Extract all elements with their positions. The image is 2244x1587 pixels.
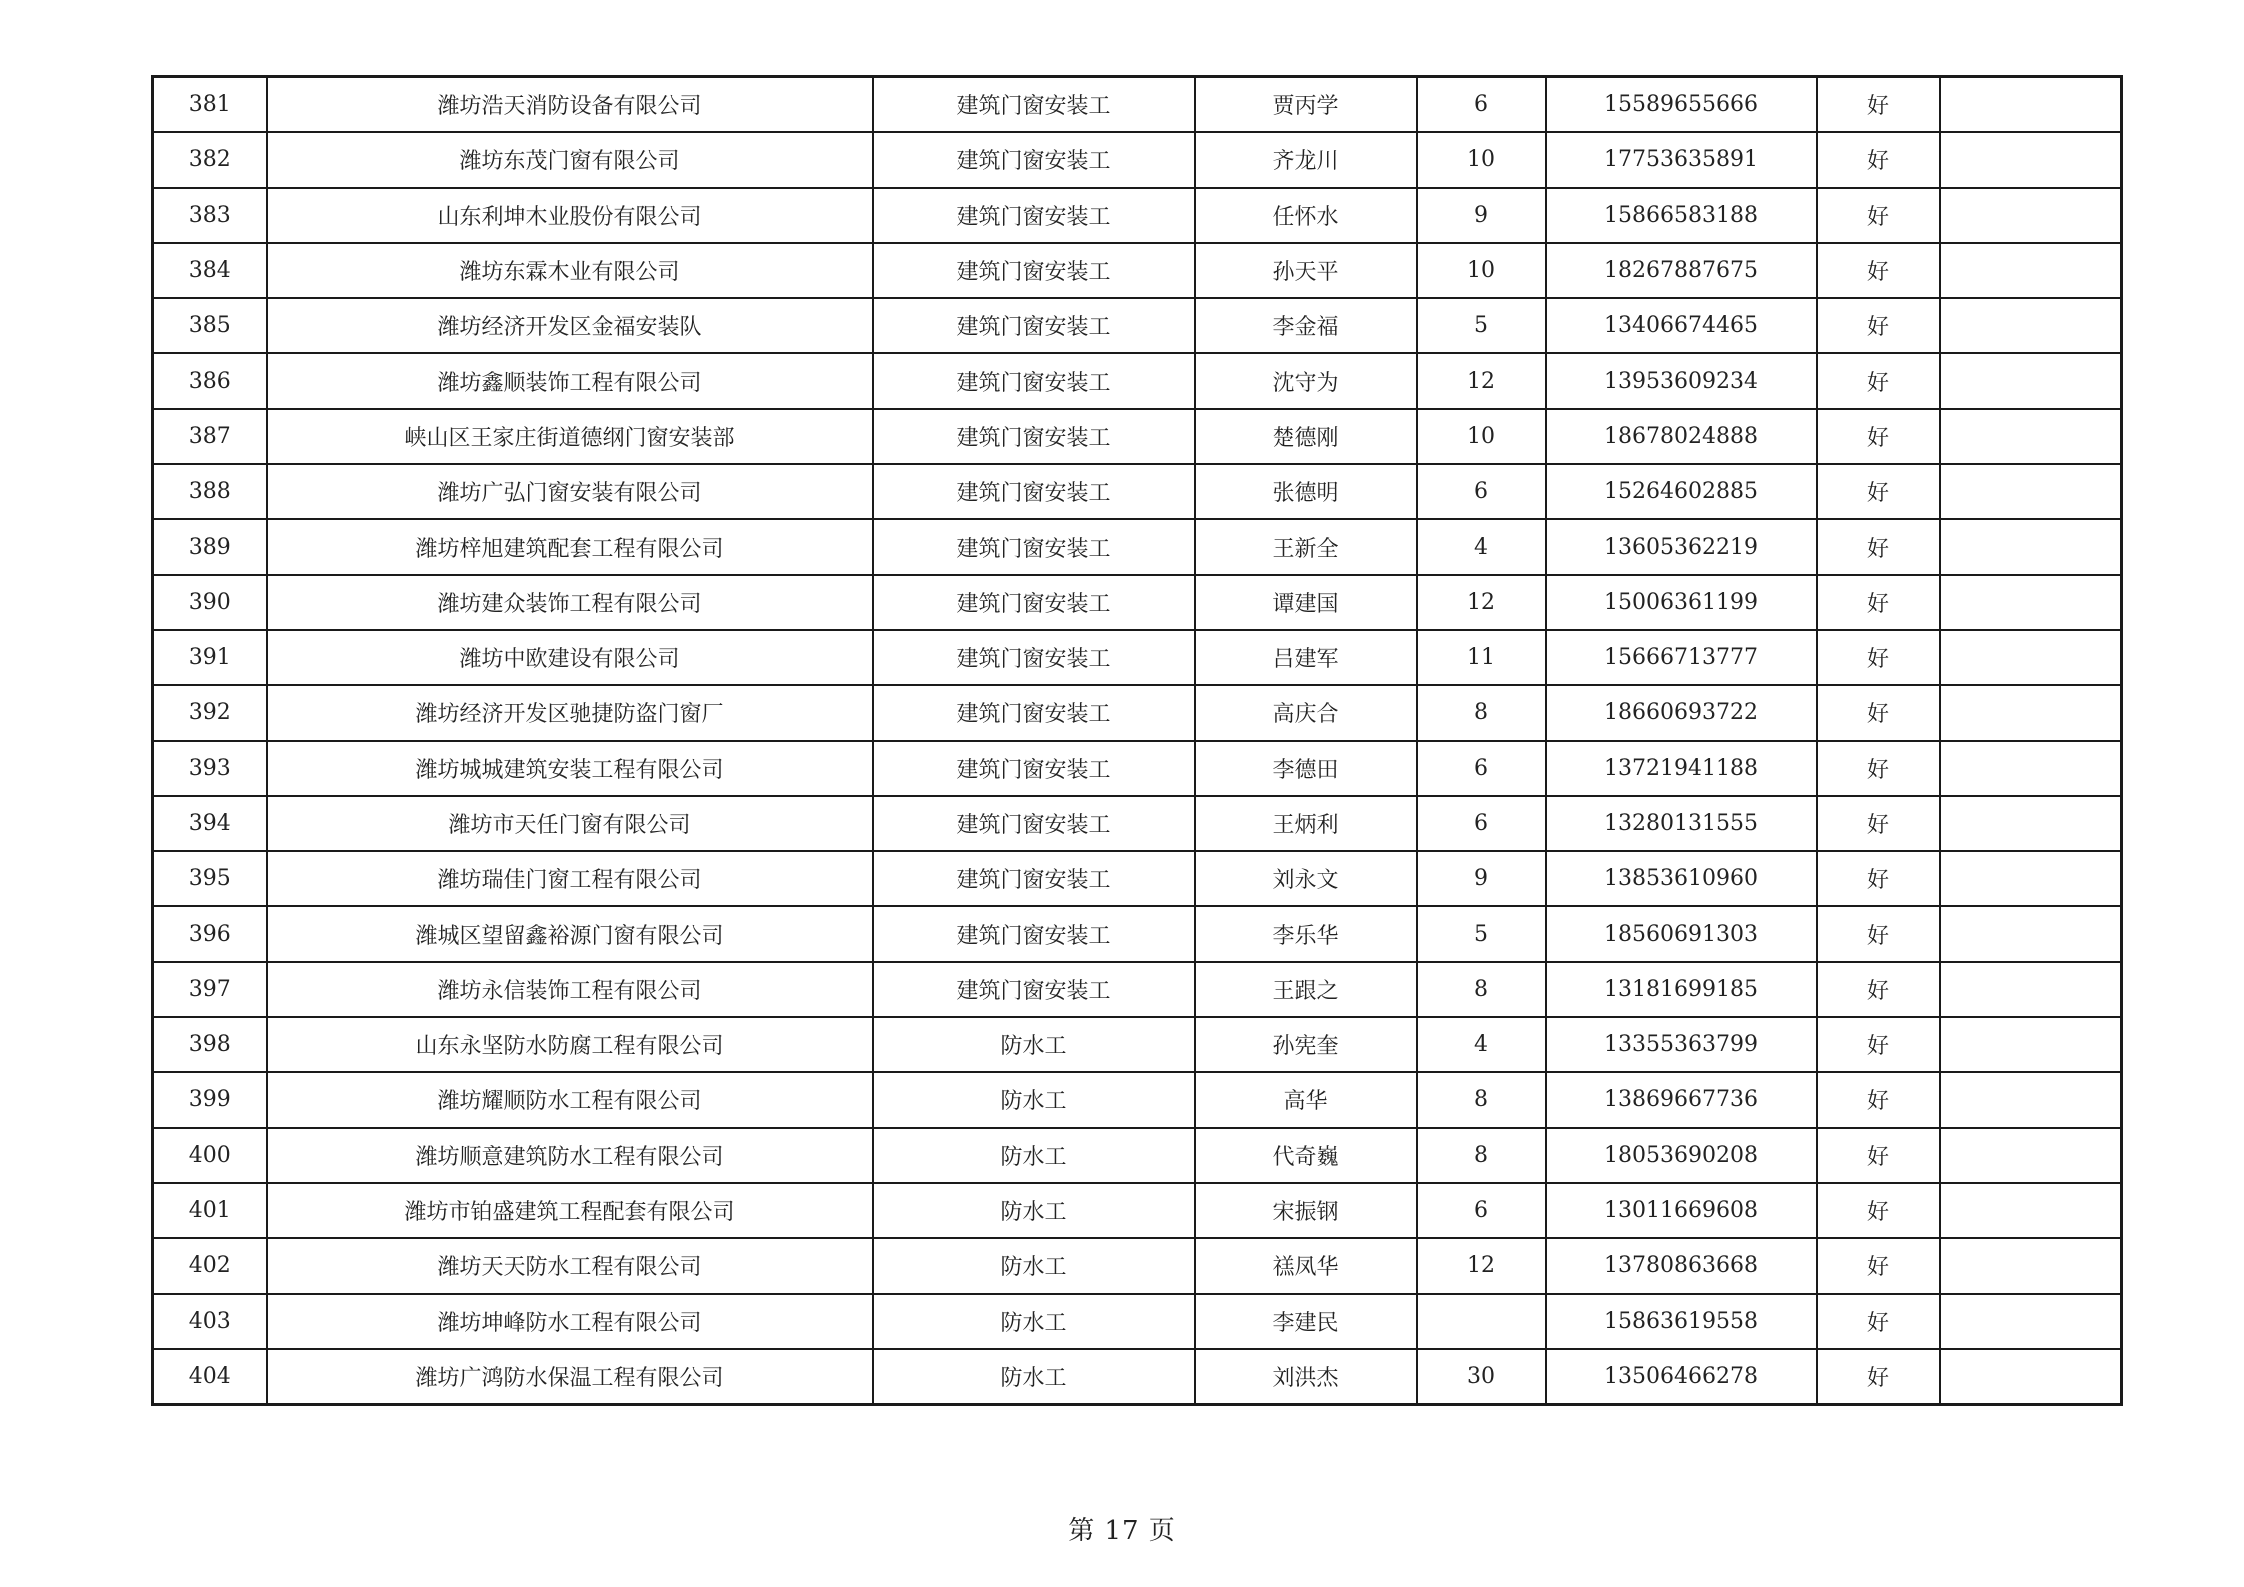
contact-person-cell: 张德明 [1195, 464, 1417, 519]
rating-cell: 好 [1817, 1294, 1940, 1349]
phone-number-cell: 13506466278 [1546, 1349, 1817, 1405]
rating-cell: 好 [1817, 1128, 1940, 1183]
note-cell [1940, 851, 2122, 906]
table-row [153, 188, 2122, 243]
worker-count-cell: 6 [1417, 464, 1546, 519]
row-number-cell: 403 [153, 1294, 267, 1349]
rating-cell: 好 [1817, 685, 1940, 740]
row-number-cell: 401 [153, 1183, 267, 1238]
company-name-cell: 潍坊经济开发区驰捷防盗门窗厂 [267, 685, 873, 740]
row-number-cell: 400 [153, 1128, 267, 1183]
note-cell [1940, 243, 2122, 298]
worker-count-cell: 6 [1417, 796, 1546, 851]
row-number-cell: 397 [153, 962, 267, 1017]
contact-person-cell: 李金福 [1195, 298, 1417, 353]
table-row [153, 1128, 2122, 1183]
worker-count-cell: 10 [1417, 132, 1546, 187]
row-number-cell: 392 [153, 685, 267, 740]
company-name-cell: 潍城区望留鑫裕源门窗有限公司 [267, 906, 873, 961]
company-name-cell: 潍坊东霖木业有限公司 [267, 243, 873, 298]
contact-person-cell: 刘洪杰 [1195, 1349, 1417, 1405]
row-number-cell: 404 [153, 1349, 267, 1405]
note-cell [1940, 630, 2122, 685]
contact-person-cell: 楚德刚 [1195, 409, 1417, 464]
trade-type-cell: 建筑门窗安装工 [873, 741, 1195, 796]
rating-cell: 好 [1817, 353, 1940, 408]
table-row [153, 1294, 2122, 1349]
note-cell [1940, 298, 2122, 353]
company-name-cell: 潍坊广鸿防水保温工程有限公司 [267, 1349, 873, 1405]
worker-count-cell: 5 [1417, 906, 1546, 961]
contact-person-cell: 刘永文 [1195, 851, 1417, 906]
contact-person-cell: 高庆合 [1195, 685, 1417, 740]
trade-type-cell: 防水工 [873, 1072, 1195, 1127]
row-number-cell: 382 [153, 132, 267, 187]
rating-cell: 好 [1817, 1072, 1940, 1127]
phone-number-cell: 13869667736 [1546, 1072, 1817, 1127]
contact-person-cell: 李建民 [1195, 1294, 1417, 1349]
note-cell [1940, 906, 2122, 961]
note-cell [1940, 741, 2122, 796]
phone-number-cell: 13406674465 [1546, 298, 1817, 353]
table-row [153, 1183, 2122, 1238]
row-number-cell: 386 [153, 353, 267, 408]
table-row [153, 519, 2122, 574]
trade-type-cell: 建筑门窗安装工 [873, 132, 1195, 187]
worker-count-cell: 4 [1417, 1017, 1546, 1072]
company-name-cell: 山东利坤木业股份有限公司 [267, 188, 873, 243]
rating-cell: 好 [1817, 519, 1940, 574]
table-row [153, 1017, 2122, 1072]
row-number-cell: 383 [153, 188, 267, 243]
company-name-cell: 潍坊耀顺防水工程有限公司 [267, 1072, 873, 1127]
trade-type-cell: 建筑门窗安装工 [873, 353, 1195, 408]
worker-count-cell: 10 [1417, 243, 1546, 298]
rating-cell: 好 [1817, 1238, 1940, 1293]
rating-cell: 好 [1817, 630, 1940, 685]
worker-count-cell: 30 [1417, 1349, 1546, 1405]
worker-count-cell: 8 [1417, 962, 1546, 1017]
table-row [153, 464, 2122, 519]
company-name-cell: 潍坊瑞佳门窗工程有限公司 [267, 851, 873, 906]
rating-cell: 好 [1817, 575, 1940, 630]
company-name-cell: 潍坊浩天消防设备有限公司 [267, 77, 873, 133]
contact-person-cell: 谭建国 [1195, 575, 1417, 630]
trade-type-cell: 建筑门窗安装工 [873, 409, 1195, 464]
rating-cell: 好 [1817, 243, 1940, 298]
row-number-cell: 388 [153, 464, 267, 519]
worker-count-cell: 9 [1417, 188, 1546, 243]
note-cell [1940, 464, 2122, 519]
row-number-cell: 381 [153, 77, 267, 133]
company-name-cell: 潍坊市铂盛建筑工程配套有限公司 [267, 1183, 873, 1238]
rating-cell: 好 [1817, 1349, 1940, 1405]
rating-cell: 好 [1817, 409, 1940, 464]
note-cell [1940, 685, 2122, 740]
table-row [153, 906, 2122, 961]
phone-number-cell: 15264602885 [1546, 464, 1817, 519]
phone-number-cell: 18267887675 [1546, 243, 1817, 298]
trade-type-cell: 建筑门窗安装工 [873, 575, 1195, 630]
trade-type-cell: 建筑门窗安装工 [873, 851, 1195, 906]
trade-type-cell: 建筑门窗安装工 [873, 77, 1195, 133]
contact-person-cell: 代奇巍 [1195, 1128, 1417, 1183]
company-name-cell: 潍坊城城建筑安装工程有限公司 [267, 741, 873, 796]
row-number-cell: 395 [153, 851, 267, 906]
table-row [153, 575, 2122, 630]
table-row [153, 741, 2122, 796]
contact-person-cell: 王跟之 [1195, 962, 1417, 1017]
trade-type-cell: 防水工 [873, 1238, 1195, 1293]
row-number-cell: 393 [153, 741, 267, 796]
phone-number-cell: 18660693722 [1546, 685, 1817, 740]
note-cell [1940, 1017, 2122, 1072]
phone-number-cell: 15863619558 [1546, 1294, 1817, 1349]
worker-count-cell: 12 [1417, 353, 1546, 408]
contact-person-cell: 王炳利 [1195, 796, 1417, 851]
note-cell [1940, 796, 2122, 851]
phone-number-cell: 17753635891 [1546, 132, 1817, 187]
company-name-cell: 潍坊建众装饰工程有限公司 [267, 575, 873, 630]
row-number-cell: 390 [153, 575, 267, 630]
worker-count-cell: 8 [1417, 1128, 1546, 1183]
worker-count-cell: 12 [1417, 575, 1546, 630]
table-row [153, 409, 2122, 464]
phone-number-cell: 18678024888 [1546, 409, 1817, 464]
rating-cell: 好 [1817, 851, 1940, 906]
worker-count-cell: 9 [1417, 851, 1546, 906]
note-cell [1940, 132, 2122, 187]
trade-type-cell: 防水工 [873, 1128, 1195, 1183]
phone-number-cell: 13181699185 [1546, 962, 1817, 1017]
worker-count-cell: 12 [1417, 1238, 1546, 1293]
table-row [153, 1072, 2122, 1127]
worker-count-cell: 6 [1417, 741, 1546, 796]
contact-person-cell: 李乐华 [1195, 906, 1417, 961]
contact-person-cell: 高华 [1195, 1072, 1417, 1127]
worker-count-cell: 6 [1417, 77, 1546, 133]
trade-type-cell: 防水工 [873, 1183, 1195, 1238]
note-cell [1940, 575, 2122, 630]
row-number-cell: 389 [153, 519, 267, 574]
contact-person-cell: 任怀水 [1195, 188, 1417, 243]
note-cell [1940, 1072, 2122, 1127]
rating-cell: 好 [1817, 1183, 1940, 1238]
phone-number-cell: 13605362219 [1546, 519, 1817, 574]
rating-cell: 好 [1817, 464, 1940, 519]
table-row [153, 685, 2122, 740]
row-number-cell: 394 [153, 796, 267, 851]
trade-type-cell: 建筑门窗安装工 [873, 685, 1195, 740]
rating-cell: 好 [1817, 1017, 1940, 1072]
note-cell [1940, 1349, 2122, 1405]
trade-type-cell: 建筑门窗安装工 [873, 796, 1195, 851]
worker-count-cell: 5 [1417, 298, 1546, 353]
note-cell [1940, 962, 2122, 1017]
note-cell [1940, 1294, 2122, 1349]
row-number-cell: 385 [153, 298, 267, 353]
trade-type-cell: 建筑门窗安装工 [873, 906, 1195, 961]
contact-person-cell: 宋振钢 [1195, 1183, 1417, 1238]
table-row [153, 962, 2122, 1017]
note-cell [1940, 409, 2122, 464]
company-name-cell: 峡山区王家庄街道德纲门窗安装部 [267, 409, 873, 464]
contact-person-cell: 齐龙川 [1195, 132, 1417, 187]
row-number-cell: 396 [153, 906, 267, 961]
company-name-cell: 潍坊经济开发区金福安装队 [267, 298, 873, 353]
phone-number-cell: 15666713777 [1546, 630, 1817, 685]
trade-type-cell: 建筑门窗安装工 [873, 464, 1195, 519]
table-row [153, 77, 2122, 133]
contact-person-cell: 孙天平 [1195, 243, 1417, 298]
trade-type-cell: 防水工 [873, 1294, 1195, 1349]
page-number: 第 17 页 [1068, 1516, 1176, 1546]
worker-count-cell: 8 [1417, 685, 1546, 740]
worker-count-cell: 11 [1417, 630, 1546, 685]
table-row [153, 630, 2122, 685]
row-number-cell: 391 [153, 630, 267, 685]
company-name-cell: 潍坊广弘门窗安装有限公司 [267, 464, 873, 519]
rating-cell: 好 [1817, 796, 1940, 851]
contact-person-cell: 王新全 [1195, 519, 1417, 574]
phone-number-cell: 13853610960 [1546, 851, 1817, 906]
note-cell [1940, 1183, 2122, 1238]
records-table [151, 75, 2123, 1406]
note-cell [1940, 353, 2122, 408]
table-row [153, 851, 2122, 906]
phone-number-cell: 13780863668 [1546, 1238, 1817, 1293]
row-number-cell: 402 [153, 1238, 267, 1293]
rating-cell: 好 [1817, 962, 1940, 1017]
note-cell [1940, 1128, 2122, 1183]
note-cell [1940, 1238, 2122, 1293]
rating-cell: 好 [1817, 906, 1940, 961]
table-row [153, 1349, 2122, 1405]
phone-number-cell: 15589655666 [1546, 77, 1817, 133]
phone-number-cell: 13011669608 [1546, 1183, 1817, 1238]
phone-number-cell: 18560691303 [1546, 906, 1817, 961]
company-name-cell: 潍坊顺意建筑防水工程有限公司 [267, 1128, 873, 1183]
records-table-body [153, 77, 2122, 1405]
phone-number-cell: 18053690208 [1546, 1128, 1817, 1183]
worker-count-cell [1417, 1294, 1546, 1349]
contact-person-cell: 吕建军 [1195, 630, 1417, 685]
contact-person-cell: 孙宪奎 [1195, 1017, 1417, 1072]
worker-count-cell: 4 [1417, 519, 1546, 574]
company-name-cell: 潍坊天天防水工程有限公司 [267, 1238, 873, 1293]
row-number-cell: 398 [153, 1017, 267, 1072]
company-name-cell: 潍坊梓旭建筑配套工程有限公司 [267, 519, 873, 574]
rating-cell: 好 [1817, 188, 1940, 243]
worker-count-cell: 8 [1417, 1072, 1546, 1127]
company-name-cell: 潍坊东茂门窗有限公司 [267, 132, 873, 187]
phone-number-cell: 13355363799 [1546, 1017, 1817, 1072]
trade-type-cell: 建筑门窗安装工 [873, 630, 1195, 685]
worker-count-cell: 10 [1417, 409, 1546, 464]
phone-number-cell: 13953609234 [1546, 353, 1817, 408]
row-number-cell: 399 [153, 1072, 267, 1127]
trade-type-cell: 建筑门窗安装工 [873, 188, 1195, 243]
phone-number-cell: 13721941188 [1546, 741, 1817, 796]
table-row [153, 1238, 2122, 1293]
company-name-cell: 潍坊鑫顺装饰工程有限公司 [267, 353, 873, 408]
table-row [153, 796, 2122, 851]
contact-person-cell: 沈守为 [1195, 353, 1417, 408]
phone-number-cell: 13280131555 [1546, 796, 1817, 851]
trade-type-cell: 建筑门窗安装工 [873, 962, 1195, 1017]
table-row [153, 243, 2122, 298]
contact-person-cell: 禚凤华 [1195, 1238, 1417, 1293]
trade-type-cell: 建筑门窗安装工 [873, 519, 1195, 574]
rating-cell: 好 [1817, 132, 1940, 187]
row-number-cell: 384 [153, 243, 267, 298]
note-cell [1940, 519, 2122, 574]
note-cell [1940, 188, 2122, 243]
rating-cell: 好 [1817, 741, 1940, 796]
trade-type-cell: 建筑门窗安装工 [873, 243, 1195, 298]
table-row [153, 132, 2122, 187]
trade-type-cell: 防水工 [873, 1349, 1195, 1405]
worker-count-cell: 6 [1417, 1183, 1546, 1238]
note-cell [1940, 77, 2122, 133]
trade-type-cell: 建筑门窗安装工 [873, 298, 1195, 353]
company-name-cell: 潍坊市天任门窗有限公司 [267, 796, 873, 851]
rating-cell: 好 [1817, 298, 1940, 353]
company-name-cell: 潍坊永信装饰工程有限公司 [267, 962, 873, 1017]
company-name-cell: 潍坊中欧建设有限公司 [267, 630, 873, 685]
phone-number-cell: 15866583188 [1546, 188, 1817, 243]
table-row [153, 298, 2122, 353]
contact-person-cell: 李德田 [1195, 741, 1417, 796]
row-number-cell: 387 [153, 409, 267, 464]
company-name-cell: 潍坊坤峰防水工程有限公司 [267, 1294, 873, 1349]
phone-number-cell: 15006361199 [1546, 575, 1817, 630]
rating-cell: 好 [1817, 77, 1940, 133]
trade-type-cell: 防水工 [873, 1017, 1195, 1072]
table-row [153, 353, 2122, 408]
company-name-cell: 山东永坚防水防腐工程有限公司 [267, 1017, 873, 1072]
contact-person-cell: 贾丙学 [1195, 77, 1417, 133]
